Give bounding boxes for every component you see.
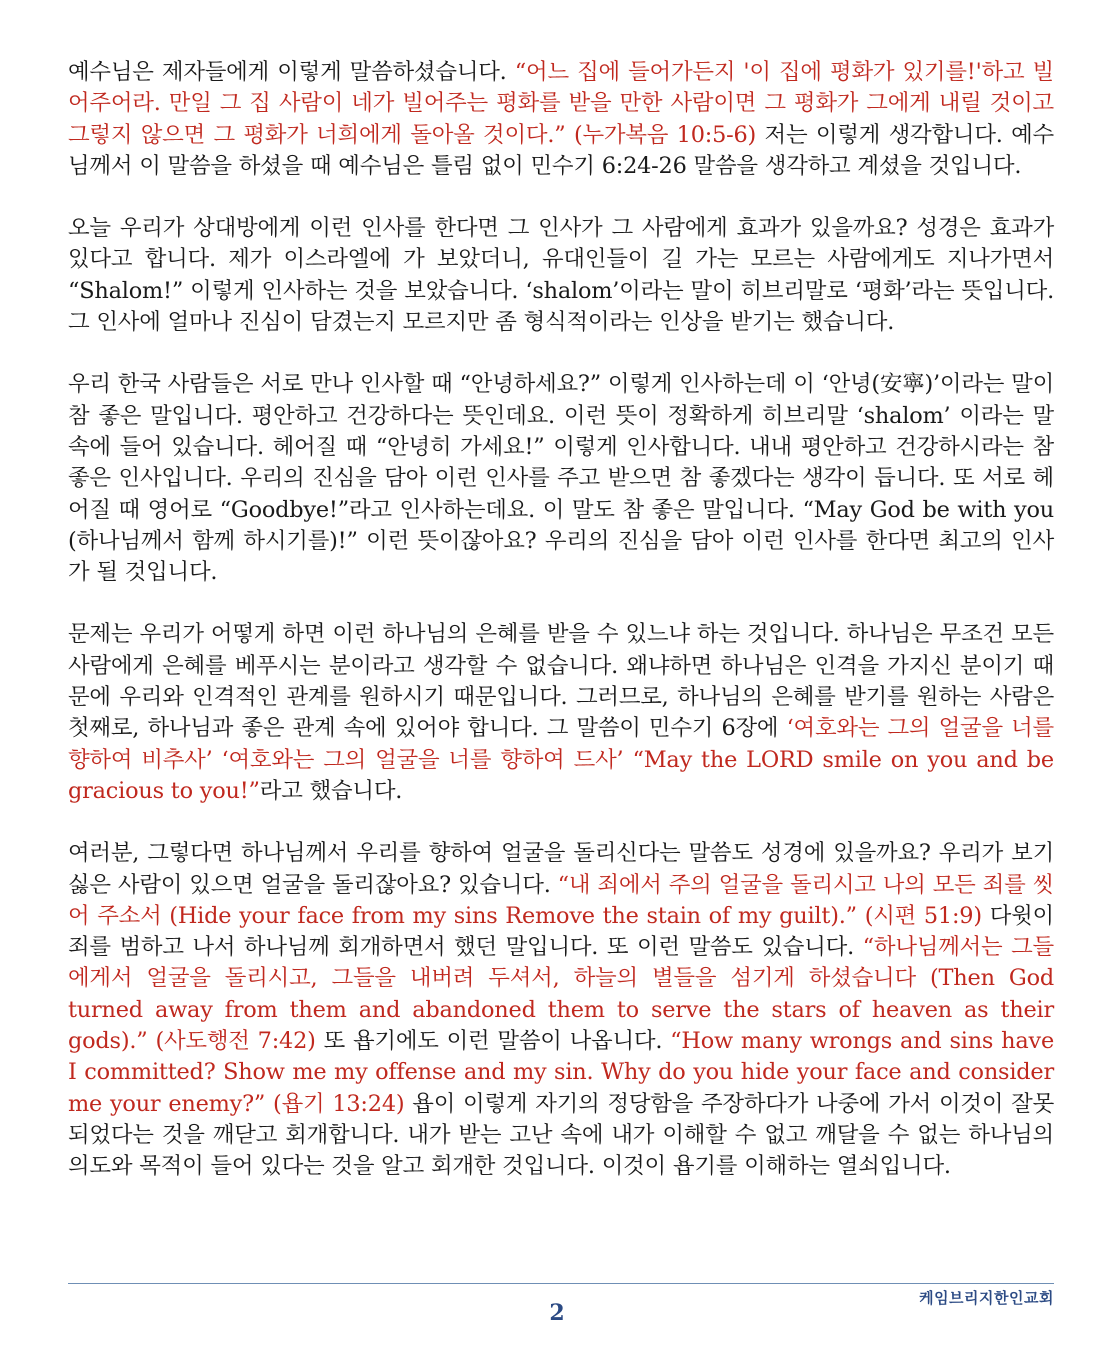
paragraph	[68, 838, 1054, 1182]
scripture-quote: “내 죄에서 주의 얼굴을 돌리시고 나의 모든 죄를 씻어 주소서 (Hide your face from my sins Remove the stain of my guilt).” (시편 51:9)	[68, 871, 1054, 929]
body-text: 라고 했습니다.	[259, 777, 403, 804]
document-body	[68, 57, 1054, 1214]
body-text: 오늘 우리가 상대방에게 이런 인사를 한다면 그 인사가 그 사람에게 효과가 있을까요? 성경은 효과가 있다고 합니다. 제가 이스라엘에 가 보았더니, 유대인들이 길 가는 모르는 사람에게도 지나가면서 “Shalom!” 이렇게 인사하는 것을 보았습니다. ‘shalom’이라는 말이 히브리말로 ‘평화’라는 뜻입니다. 그 인사에 얼마나 진심이 담겼는지 모르지만 좀 형식적이라는 인상을 받기는 했습니다.	[68, 215, 1054, 336]
scripture-quote: “How many wrongs and sins have I committed? Show me my offense and my sin. Why do you hide your face and consider me your enemy?” (욥기 13:24)	[68, 1028, 1055, 1117]
body-text: 문제는 우리가 어떻게 하면 이런 하나님의 은혜를 받을 수 있느냐 하는 것입니다. 하나님은 무조건 모든 사람에게 은혜를 베푸시는 분이라고 생각할 수 없습니다. 왜냐하면 하나님은 인격을 가지신 분이기 때문에 우리와 인격적인 관계를 원하시기 때문입니다. 그러므로, 하나님의 은혜를 받기를 원하는 사람은 첫째로, 하나님과 좋은 관계 속에 있어야 합니다. 그 말씀이 민수기 6장에	[68, 621, 1054, 742]
body-text: 저는 이렇게 생각합니다. 예수님께서 이 말씀을 하셨을 때 예수님은 틀림 없이 민수기 6:24-26 말씀을 생각하고 계셨을 것입니다.	[68, 121, 1054, 179]
paragraph	[68, 619, 1054, 807]
scripture-quote: ‘여호와는 그의 얼굴을 너를 향하여 비추사’ ‘여호와는 그의 얼굴을 너를 향하여 드사’ “May the LORD smile on you and be gracious to you!”	[68, 715, 1054, 804]
footer-divider	[68, 1283, 1054, 1284]
body-text: 여러분, 그렇다면 하나님께서 우리를 향하여 얼굴을 돌리신다는 말씀도 성경에 있을까요? 우리가 보기 싫은 사람이 있으면 얼굴을 돌리잖아요? 있습니다.	[68, 840, 1054, 898]
scripture-quote: “하나님께서는 그들에게서 얼굴을 돌리시고, 그들을 내버려 두셔서, 하늘의 별들을 섬기게 하셨습니다 (Then God turned away from them and abandoned them to serve the stars of heaven as their gods).” (사도행전 7:42)	[68, 934, 1054, 1055]
scripture-quote: “어느 집에 들어가든지 '이 집에 평화가 있기를!'하고 빌어주어라. 만일 그 집 사람이 네가 빌어주는 평화를 받을 만한 사람이면 그 평화가 그에게 내릴 것이고 그렇지 않으면 그 평화가 너희에게 돌아올 것이다.” (누가복음 10:5-6)	[68, 59, 1054, 148]
paragraph	[68, 57, 1054, 182]
paragraph	[68, 369, 1054, 588]
body-text: 예수님은 제자들에게 이렇게 말씀하셨습니다.	[68, 59, 515, 85]
body-text: 다윗이 죄를 범하고 나서 하나님께 회개하면서 했던 말입니다. 또 이런 말씀도 있습니다.	[68, 902, 1054, 961]
church-name: 케임브리지한인교회	[919, 1289, 1054, 1307]
body-text: 또 욥기에도 이런 말씀이 나옵니다.	[315, 1028, 671, 1055]
body-text: 욥이 이렇게 자기의 정당함을 주장하다가 나중에 가서 이것이 잘못되었다는 것을 깨닫고 회개합니다. 내가 받는 고난 속에 내가 이해할 수 없고 깨달을 수 없는 하나님의 의도와 목적이 들어 있다는 것을 알고 회개한 것입니다. 이것이 욥기를 이해하는 열쇠입니다.	[68, 1090, 1054, 1180]
body-text: 우리 한국 사람들은 서로 만나 인사할 때 “안녕하세요?” 이렇게 인사하는데 이 ‘안녕(安寧)’이라는 말이 참 좋은 말입니다. 평안하고 건강하다는 뜻인데요. 이런 뜻이 정확하게 히브리말 ‘shalom’ 이라는 말 속에 들어 있습니다. 헤어질 때 “안녕히 가세요!” 이렇게 인사합니다. 내내 평안하고 건강하시라는 참 좋은 인사입니다. 우리의 진심을 담아 이런 인사를 주고 받으면 참 좋겠다는 생각이 듭니다. 또 서로 헤어질 때 영어로 “Goodbye!”라고 인사하는데요. 이 말도 참 좋은 말입니다. “May God be with you (하나님께서 함께 하시기를)!” 이런 뜻이잖아요? 우리의 진심을 담아 이런 인사를 한다면 최고의 인사가 될 것입니다.	[68, 371, 1054, 586]
page-number: 2	[549, 1300, 565, 1326]
paragraph	[68, 213, 1054, 338]
